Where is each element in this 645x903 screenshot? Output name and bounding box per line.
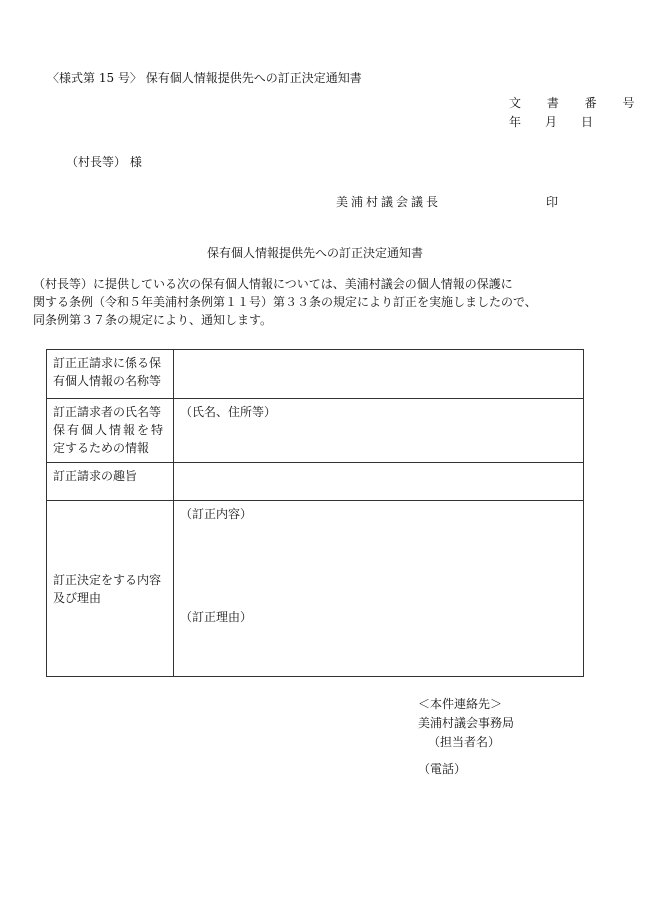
requester-info-label: 訂正請求者の氏名等 保有個人情報を特 定するための情報 (47, 399, 174, 463)
notice-body-line: （村長等）に提供している次の保有個人情報については、美浦村議会の個人情報の保護に (33, 277, 513, 291)
record-name-value (174, 350, 584, 399)
request-purpose-label: 訂正請求の趣旨 (47, 463, 174, 501)
notice-body-line: 関する条例（令和５年美浦村条例第１１号）第３３条の規定により訂正を実施しましたので、 (33, 295, 537, 309)
table-row (47, 399, 584, 463)
contact-heading: ＜本件連絡先＞ (418, 697, 503, 711)
decision-label: 訂正決定をする内容 及び理由 (47, 501, 174, 677)
request-purpose-value (174, 463, 584, 501)
contact-person: （担当者名） (428, 735, 501, 749)
sender-name: 美浦村議会議長 (336, 195, 442, 209)
table-row (47, 501, 584, 677)
correction-info-table (46, 349, 584, 677)
seal-mark: 印 (546, 195, 559, 209)
addressee: （村長等） 様 (66, 155, 142, 169)
record-name-label: 訂正正請求に係る保 有個人情報の名称等 (47, 350, 174, 399)
table-row (47, 463, 584, 501)
document-title: 保有個人情報提供先への訂正決定通知書 (206, 246, 423, 260)
contact-phone: （電話） (418, 762, 467, 776)
notice-body (33, 275, 598, 329)
document-date-label: 年 月 日 (509, 115, 594, 129)
form-label: 〈様式第 15 号〉 保有個人情報提供先への訂正決定通知書 (47, 71, 362, 85)
requester-info-value: （氏名、住所等） (174, 399, 584, 463)
correction-reason-label: （訂正理由） (180, 610, 253, 624)
contact-block (418, 695, 514, 779)
notice-body-line: 同条例第３７条の規定により、通知します。 (33, 313, 273, 327)
contact-office: 美浦村議会事務局 (418, 716, 515, 730)
decision-value (174, 501, 584, 677)
correction-content-label: （訂正内容） (180, 507, 253, 521)
document-number-label: 文 書 番 号 (509, 96, 645, 110)
table-row (47, 350, 584, 399)
